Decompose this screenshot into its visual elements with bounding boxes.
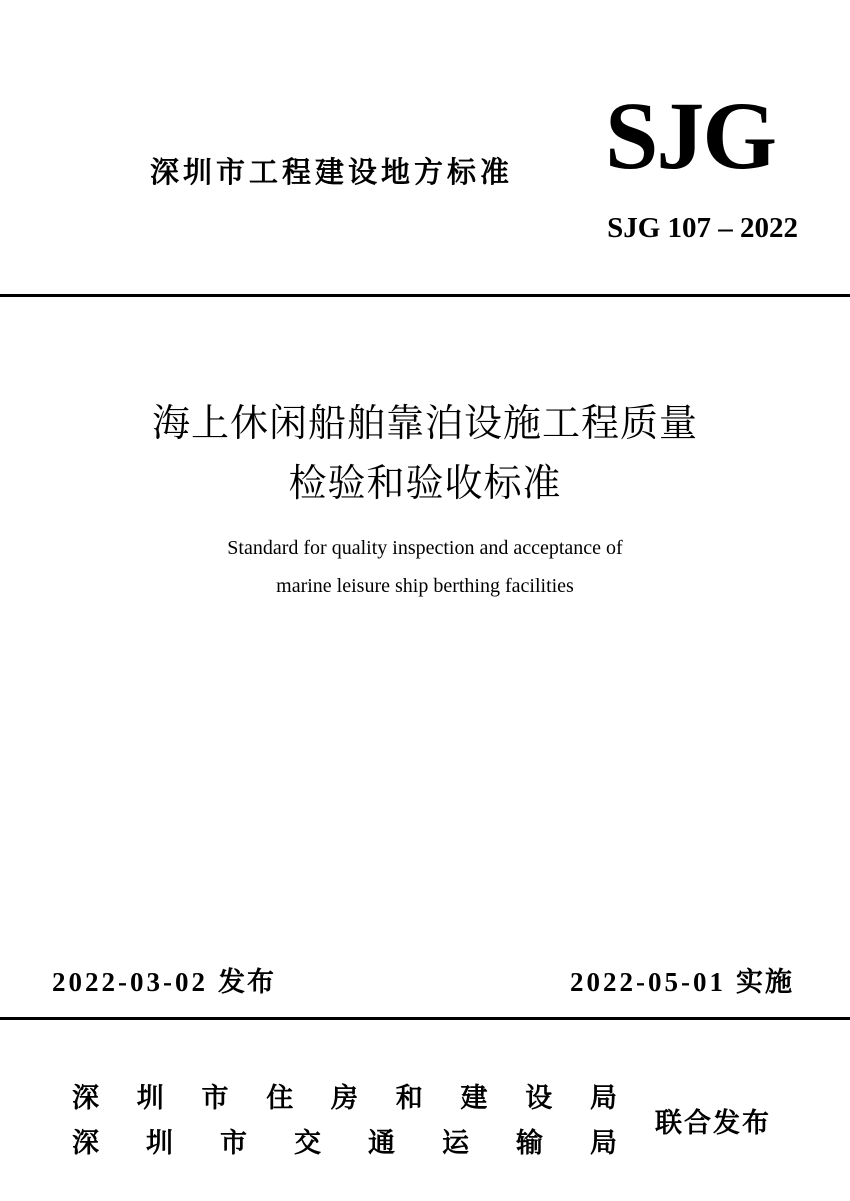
implement-label: 实施	[736, 967, 794, 998]
issue-date: 2022-03-02	[52, 967, 208, 997]
agency-char: 圳	[146, 1128, 173, 1159]
issue-label: 发布	[217, 967, 276, 998]
publisher-agency-1	[72, 1076, 617, 1115]
agency-char: 圳	[136, 1083, 164, 1114]
publisher-agency-2	[72, 1121, 617, 1160]
standard-code: SJG 107 – 2022	[607, 212, 798, 244]
agency-char: 建	[460, 1083, 488, 1114]
agency-char: 设	[525, 1083, 553, 1114]
joint-publish-label: 联合发布	[655, 1108, 771, 1139]
agency-char: 深	[72, 1128, 99, 1159]
title-en-line-2: marine leisure ship berthing facilities	[276, 575, 574, 597]
agency-char: 和	[395, 1083, 423, 1114]
issue-date-block	[52, 960, 276, 999]
title-en-line-1: Standard for quality inspection and acceptance of	[227, 537, 623, 559]
title-zh-line-2: 检验和验收标准	[288, 461, 562, 505]
agency-char: 市	[220, 1128, 247, 1159]
agency-char: 深	[72, 1083, 99, 1114]
agency-char: 通	[368, 1128, 395, 1159]
agency-char: 房	[331, 1083, 358, 1114]
implement-date: 2022-05-01	[570, 967, 726, 997]
agency-char: 运	[442, 1128, 469, 1159]
agency-char: 交	[294, 1128, 321, 1159]
implement-date-block	[570, 960, 794, 999]
bottom-divider	[0, 1017, 850, 1020]
title-zh-line-1: 海上休闲船舶靠泊设施工程质量	[151, 401, 698, 445]
agency-char: 局	[590, 1083, 617, 1114]
local-standard-label: 深圳市工程建设地方标准	[150, 155, 514, 189]
agency-char: 住	[266, 1083, 294, 1114]
agency-char: 局	[590, 1128, 617, 1159]
agency-char: 输	[516, 1128, 543, 1159]
agency-char: 市	[201, 1083, 229, 1114]
top-divider	[0, 294, 850, 297]
sjg-logo: SJG	[605, 82, 776, 189]
